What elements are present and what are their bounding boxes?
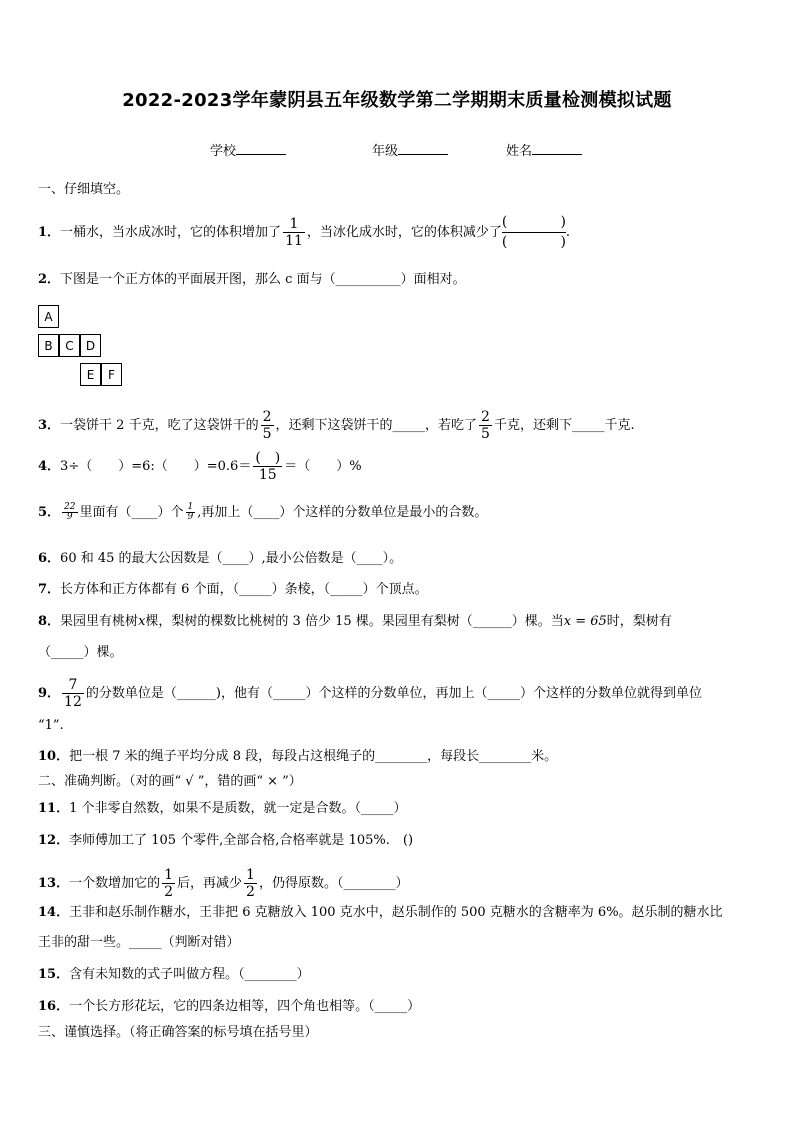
question-4 — [38, 450, 362, 483]
question-text: 下图是一个正方体的平面展开图，那么 c 面与（__________）面相对。 — [60, 272, 466, 287]
question-text: 棵，梨树的棵数比桃树的 3 倍少 15 棵。果园里有梨树（______）棵。当 — [145, 614, 564, 629]
question-number: 4． — [38, 459, 61, 474]
cube-net-figure — [38, 305, 128, 387]
fraction: $\frac{1}{2}$ — [164, 867, 174, 900]
question-number: 7． — [38, 582, 61, 597]
question-text: 王非的甜一些。_____（判断对错） — [38, 935, 240, 950]
question-text: 把一根 7 米的绳子平均分成 8 段，每段占这根绳子的________，每段长________米。 — [69, 749, 558, 764]
question-number: 3． — [38, 418, 61, 433]
section-1-heading: 一、仔细填空。 — [38, 182, 130, 197]
question-text: “1”. — [38, 718, 64, 733]
question-text: 60 和 45 的最大公因数是（____）,最小公倍数是（____）。 — [60, 551, 403, 566]
question-12 — [38, 832, 413, 850]
question-text: ,再加上（____）个这样的分数单位是最小的合数。 — [197, 505, 488, 520]
question-text: 含有未知数的式子叫做方程。（________） — [69, 967, 310, 982]
fraction: $\frac{1}{11}$ — [285, 216, 303, 249]
question-number: 10． — [38, 749, 70, 764]
question-text: 一袋饼干 2 千克，吃了这袋饼干的 — [60, 418, 259, 433]
answer-fraction-blank: ( ) ( ) — [501, 214, 566, 250]
fraction: $\frac{( )}{15}$ — [255, 450, 281, 483]
question-13 — [38, 867, 408, 900]
question-text: ＝（ ）% — [284, 459, 362, 474]
question-text: 千克，还剩下_____千克. — [493, 418, 635, 433]
question-6 — [38, 550, 402, 568]
question-text: 一个数增加它的 — [69, 876, 161, 891]
question-text: ，仍得原数。（________） — [258, 876, 409, 891]
question-number: 12． — [38, 833, 70, 848]
question-1: 1．一桶水，当水成冰时，它的体积增加了 $\frac{1}{11}$ ，当冰化成水时，它的体积减少了 ( ) ( ) . — [38, 214, 571, 250]
net-face-e: E — [80, 363, 101, 386]
variable: x — [138, 614, 146, 629]
section-3-heading: 三、谨慎选择。（将正确答案的标号填在括号里） — [38, 1025, 318, 1040]
question-15 — [38, 966, 310, 984]
question-text: ，还剩下这袋饼干的_____，若吃了 — [275, 418, 478, 433]
question-number: 2． — [38, 272, 61, 287]
net-face-b: B — [38, 334, 59, 357]
fraction: $\frac{1}{2}$ — [246, 867, 255, 900]
question-text: 1 个非零自然数，如果不是质数，就一定是合数。（_____） — [69, 801, 407, 816]
question-text: （_____）棵。 — [38, 645, 123, 660]
question-number: 13． — [38, 876, 70, 891]
name-blank — [532, 140, 582, 155]
fraction: $\frac{7}{12}$ — [64, 677, 82, 710]
net-face-c: C — [59, 334, 80, 357]
question-text: ，当冰化成水时，它的体积减少了 — [306, 225, 502, 240]
question-text: 果园里有桃树 — [60, 614, 139, 629]
question-number: 14． — [38, 905, 70, 920]
net-face-d: D — [80, 334, 101, 357]
question-14 — [38, 904, 723, 922]
school-field — [210, 140, 286, 159]
question-number: 5． — [38, 505, 61, 520]
school-label: 学校 — [210, 144, 237, 159]
question-text: 的分数单位是（______)，他有（_____）个这样的分数单位，再加上（_____）个这样的分数单位就得到单位 — [85, 686, 702, 701]
question-2 — [38, 271, 466, 289]
fraction: $\frac{2}{5}$ — [481, 409, 490, 442]
grade-field — [372, 140, 448, 159]
question-text: 一个长方形花坛，它的四条边相等，四个角也相等。（_____） — [69, 999, 421, 1014]
question-14-continued — [38, 934, 240, 952]
question-text: 李师傅加工了 105 个零件,全部合格,合格率就是 105%. () — [69, 833, 414, 848]
section-2-heading: 二、准确判断。（对的画“ √ ”，错的画“ × ”） — [38, 774, 302, 789]
question-number: 16． — [38, 999, 70, 1014]
question-text: 后，再减少 — [177, 876, 243, 891]
fraction: $\frac{1}{9}$ — [187, 502, 194, 522]
question-9 — [38, 677, 702, 710]
question-number: 1． — [38, 225, 61, 240]
name-label: 姓名 — [506, 144, 533, 159]
equation: x = 65 — [563, 614, 607, 629]
question-8-continued — [38, 644, 123, 662]
question-number: 8． — [38, 614, 61, 629]
fraction: $\frac{2}{5}$ — [262, 409, 272, 442]
question-text: 里面有（____）个 — [79, 505, 184, 520]
question-5 — [38, 503, 487, 522]
question-text: 一桶水，当水成冰时，它的体积增加了 — [60, 225, 282, 240]
question-text: 长方体和正方体都有 6 个面，（_____）条棱，（_____）个顶点。 — [60, 582, 428, 597]
question-8 — [38, 613, 672, 631]
question-9-continued — [38, 717, 64, 735]
question-3 — [38, 409, 635, 442]
question-11 — [38, 800, 407, 818]
grade-blank — [398, 140, 448, 155]
grade-label: 年级 — [372, 144, 399, 159]
question-number: 6． — [38, 551, 61, 566]
question-number: 11． — [38, 801, 70, 816]
question-10 — [38, 748, 557, 766]
net-face-f: F — [101, 363, 122, 386]
school-blank — [236, 140, 286, 155]
question-16 — [38, 998, 420, 1016]
net-face-a: A — [38, 305, 59, 328]
question-7 — [38, 581, 428, 599]
question-number: 15． — [38, 967, 70, 982]
exam-title: 2022-2023学年蒙阴县五年级数学第二学期期末质量检测模拟试题 — [122, 90, 672, 111]
question-text: 王非和赵乐制作糖水，王非把 6 克糖放入 100 克水中，赵乐制作的 500 克糖水的含糖率为 6%。赵乐制的糖水比 — [69, 905, 723, 920]
question-number: 9． — [38, 686, 61, 701]
name-field — [506, 140, 582, 159]
fraction: $\frac{22}{9}$ — [64, 502, 76, 522]
question-text: 时，梨树有 — [606, 614, 672, 629]
question-text: 3÷（ ）=6:（ ）=0.6＝ — [60, 459, 252, 474]
